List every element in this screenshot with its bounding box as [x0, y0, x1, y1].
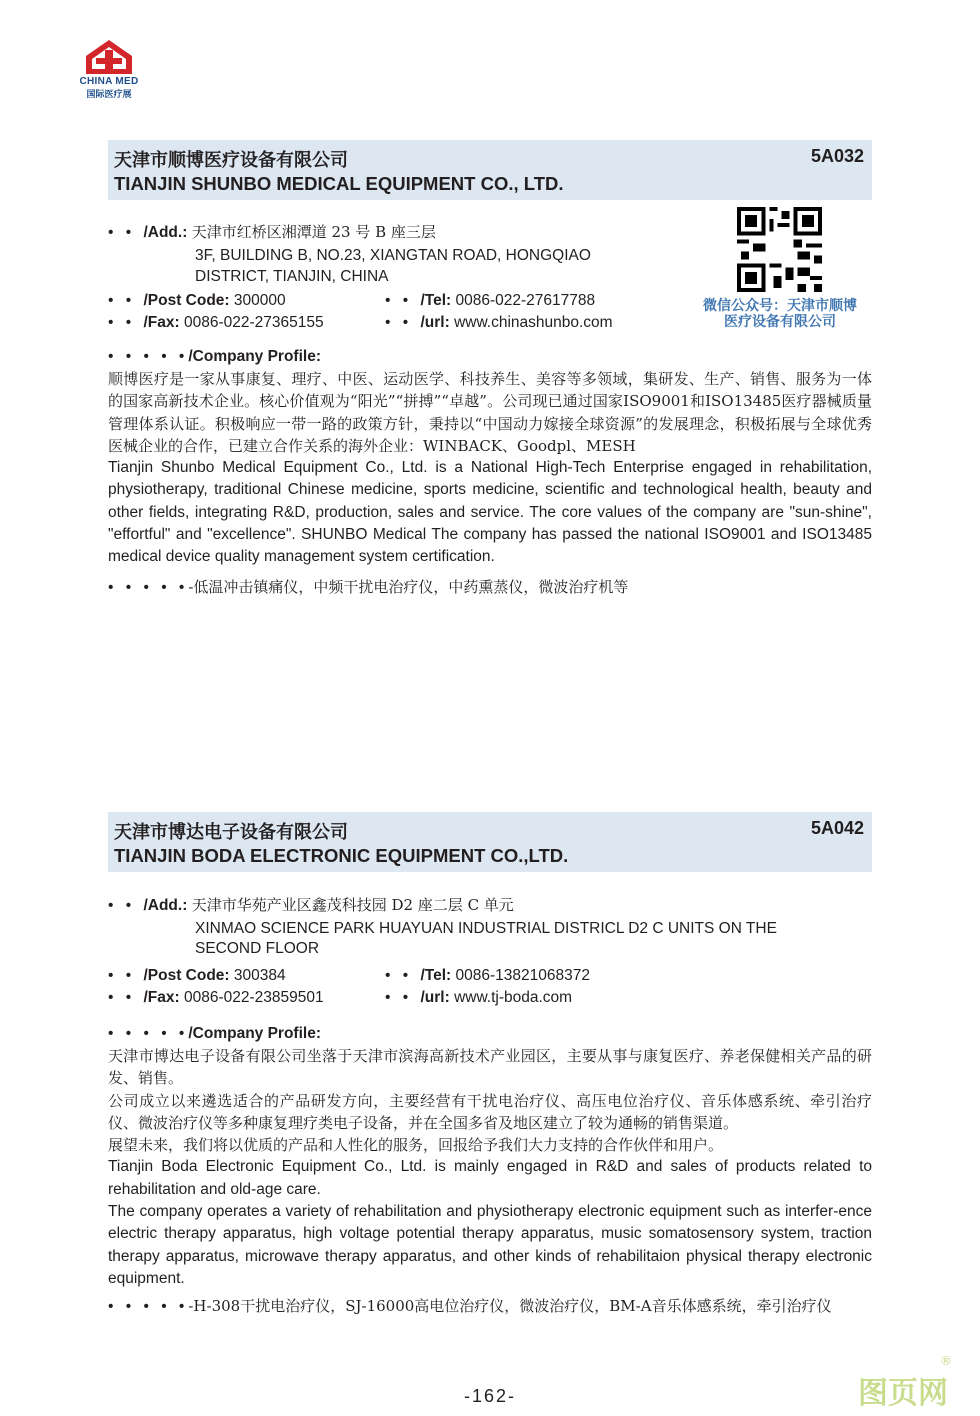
china-med-logo [70, 38, 148, 100]
tel-row: • • /Tel: 0086-13821068372 [385, 967, 590, 984]
company-profile: 天津市博达电子设备有限公司坐落于天津市滨海高新技术产业园区，主要从事与康复医疗、养老保健相关产品的研发、销售。 公司成立以来遴选适合的产品研发方向，主要经营有干扰电治疗仪、高压电位治疗仪、音乐体感系统、牵引治疗仪、微波治疗仪等多种康复理疗类电子设备，并在全国多省及地区建立了较为通畅的销售渠道。 展望未来，我们将以优质的产品和人性化的服务，回报给予我们大力支持的合作伙伴和用户。 Tianjin Boda Electronic Equipment Co., Ltd. is mainly engaged in R&D and sales of products related to rehabilitation and old-age care. The company operates a variety of rehabilitation and physiotherapy electronic equipment such as interfer-ence electric therapy apparatus, high voltage potential therapy apparatus, music somatosensory system, traction therapy apparatus, microwave therapy apparatus, and other kinds of rehabilitaion physical therapy electronic equipment. [108, 1047, 872, 1287]
address-en-2: DISTRICT, TIANJIN, CHINA [195, 268, 389, 285]
address-en-1: XINMAO SCIENCE PARK HUAYUAN INDUSTRIAL DISTRICL D2 C UNITS ON THE [195, 920, 777, 937]
company-header [108, 812, 872, 872]
url-row: • • /url: www.tj-boda.com [385, 989, 573, 1006]
products-row: • • • • •-低温冲击镇痛仪，中频干扰电治疗仪，中药熏蒸仪，微波治疗机等 [108, 578, 629, 596]
logo-house-icon [70, 38, 148, 78]
company-name-cn: 天津市顺博医疗设备有限公司 [114, 150, 348, 171]
url-row: • • /url: www.chinashunbo.com [385, 314, 613, 331]
booth-number: 5A032 [810, 146, 864, 166]
logo-text-cn: 国际医疗展 [86, 89, 132, 99]
booth-number: 5A042 [810, 818, 864, 838]
qr-code-icon [737, 207, 822, 292]
address-row: • • /Add.: 天津市红桥区湘潭道 23 号 B 座三层 [108, 223, 436, 241]
tel-row: • • /Tel: 0086-022-27617788 [385, 292, 596, 309]
company-header [108, 140, 872, 200]
post-code-row: • • /Post Code: 300384 [108, 967, 286, 984]
profile-label: • • • • •/Company Profile: [108, 1025, 321, 1042]
address-cn: 天津市红桥区湘潭道 23 号 B 座三层 [191, 223, 436, 241]
products-row: • • • • •-H-308干扰电治疗仪，SJ-16000高电位治疗仪，微波治疗仪，BM-A音乐体感系统，牵引治疗仪 [108, 1297, 832, 1315]
fax-row: • • /Fax: 0086-022-27365155 [108, 314, 324, 331]
post-code-row: • • /Post Code: 300000 [108, 292, 286, 309]
watermark: 图页网 ® [858, 1354, 952, 1411]
fax-row: • • /Fax: 0086-022-23859501 [108, 989, 324, 1006]
company-profile [108, 368, 872, 569]
company-name-en: TIANJIN SHUNBO MEDICAL EQUIPMENT CO., LTD. [114, 173, 564, 194]
logo-text-en: CHINA MED [79, 76, 139, 87]
address-row: • • /Add.: 天津市华苑产业区鑫茂科技园 D2 座二层 C 单元 [108, 896, 514, 914]
qr-caption: 微信公众号：天津市顺博 医疗设备有限公司 [703, 297, 857, 329]
address-en-2: SECOND FLOOR [195, 940, 320, 957]
website-link[interactable]: www.tj-boda.com [454, 989, 573, 1006]
website-link[interactable]: www.chinashunbo.com [454, 314, 613, 331]
profile-label: • • • • •/Company Profile: [108, 348, 321, 365]
profile-en: Tianjin Shunbo Medical Equipment Co., Ltd. is a National High-Tech Enterprise engaged in rehabilitation, physiotherapy, traditional Chinese medicine, sports medicine, scientific and technological health, beauty and other fields, integrating R&D, production, sales and service. The core values of the company are "sun-shine", "effortful" and "excellence". SHUNBO Medical The company has passed the national ISO9001 and ISO13485 medical device quality management system certification. [108, 459, 872, 566]
address-en-1: 3F, BUILDING B, NO.23, XIANGTAN ROAD, HONGQIAO [195, 247, 591, 264]
profile-cn: 顺博医疗是一家从事康复、理疗、中医、运动医学、科技养生、美容等多领域，集研发、生产、销售、服务为一体的国家高新技术企业。核心价值观为“阳光”“拼搏”“卓越”。公司现已通过国家ISO9001和ISO13485医疗器械质量管理体系认证。积极响应一带一路的政策方针，秉持以“中国动力嫁接全球资源”的发展理念，积极拓展与全球优秀医械企业的合作，已建立合作关系的海外企业：WINBACK、Goodpl、MESH [108, 370, 872, 455]
page-number: -162- [463, 1386, 517, 1406]
company-name-cn: 天津市博达电子设备有限公司 [114, 822, 348, 843]
company-name-en: TIANJIN BODA ELECTRONIC EQUIPMENT CO.,LTD. [114, 845, 569, 866]
